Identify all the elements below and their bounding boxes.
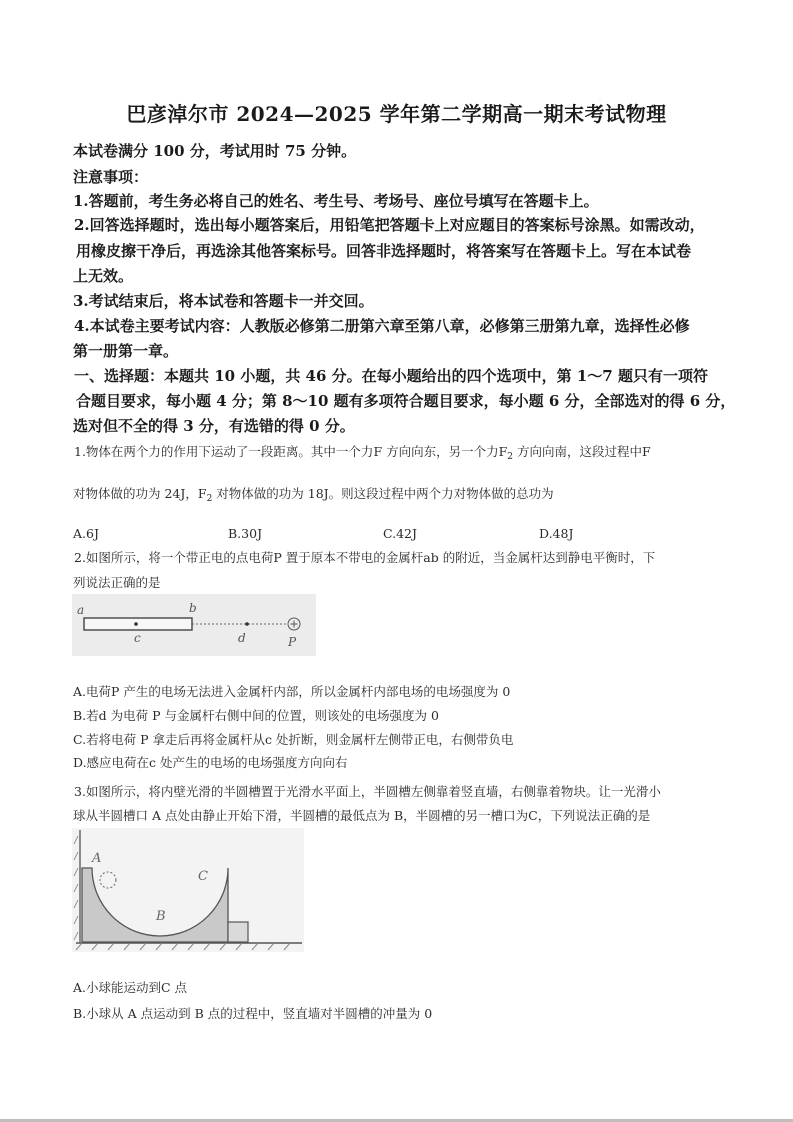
note-3: 3.考试结束后，将本试卷和答题卡一并交回。 <box>73 292 374 310</box>
q1-option-b: B.30J <box>228 526 263 541</box>
q2-text-line-2: 列说法正确的是 <box>73 575 161 590</box>
q2-text-line-1: 2.如图所示，将一个带正电的点电荷P 置于原本不带电的金属杆ab 的附近，当金属杆达到静电平衡时，下 <box>74 550 656 565</box>
label-c: c <box>134 631 141 645</box>
q1-option-c: C.42J <box>383 526 418 541</box>
section-heading-line-2: 合题目要求，每小题 4 分；第 8～10 题有多项符合题目要求，每小题 6 分，全部选对的得 6 分， <box>76 392 736 410</box>
note-4-line-1: 4.本试卷主要考试内容：人教版必修第二册第六章至第八章，必修第三册第九章，选择性必修 <box>74 317 690 335</box>
note-2-line-3: 上无效。 <box>73 267 134 285</box>
q1-option-d: D.48J <box>539 526 574 541</box>
note-2-line-2: 用橡皮擦干净后，再选涂其他答案标号。回答非选择题时，将答案写在答题卡上。写在本试卷 <box>76 242 692 260</box>
section-heading-line-1: 一、选择题：本题共 10 小题，共 46 分。在每小题给出的四个选项中，第 1～7 题只有一项符 <box>74 367 708 385</box>
q2-option-d: D.感应电荷在c 处产生的电场的电场强度方向向右 <box>73 755 348 770</box>
notes-heading: 注意事项： <box>73 168 149 186</box>
q3-option-a: A.小球能运动到C 点 <box>73 980 188 995</box>
q2-option-b: B.若d 为电荷 P 与金属杆右侧中间的位置，则该处的电场强度为 0 <box>73 708 439 723</box>
label-B: B <box>156 909 166 924</box>
q1-text-line-1: 1.物体在两个力的作用下运动了一段距离。其中一个力F 方向向东，另一个力$F_2$ 方向向南，这段过程中F <box>74 444 651 462</box>
note-2-line-1: 2.回答选择题时，选出每小题答案后，用铅笔把答题卡上对应题目的答案标号涂黑。如需改动， <box>74 216 705 234</box>
q3-option-b: B.小球从 A 点运动到 B 点的过程中，竖直墙对半圆槽的冲量为 0 <box>73 1006 433 1021</box>
label-b: b <box>189 601 197 615</box>
note-4-line-2: 第一册第一章。 <box>73 342 179 360</box>
note-1: 1.答题前，考生务必将自己的姓名、考生号、考场号、座位号填写在答题卡上。 <box>73 192 599 210</box>
label-a: a <box>77 603 85 617</box>
intro-line: 本试卷满分 100 分，考试用时 75 分钟。 <box>73 142 357 160</box>
exam-title: 巴彦淖尔市 2024—2025 学年第二学期高一期末考试物理 <box>126 102 667 126</box>
q2-option-c: C.若将电荷 P 拿走后再将金属杆从c 处折断，则金属杆左侧带正电，右侧带负电 <box>73 732 514 747</box>
q1-option-a: A.6J <box>73 526 99 541</box>
label-C: C <box>198 869 208 884</box>
q2-rod-figure <box>72 594 316 656</box>
q3-semicircle-figure <box>72 828 304 952</box>
label-A: A <box>92 851 102 866</box>
section-heading-line-3: 选对但不全的得 3 分，有选错的得 0 分。 <box>73 417 355 435</box>
q2-option-a: A.电荷P 产生的电场无法进入金属杆内部，所以金属杆内部电场的电场强度为 0 <box>73 684 511 699</box>
q1-text-line-2: 对物体做的功为 24J，$F_2$ 对物体做的功为 18J。则这段过程中两个力对物体做的总功为 <box>73 486 554 504</box>
q3-text-line-1: 3.如图所示，将内壁光滑的半圆槽置于光滑水平面上，半圆槽左侧靠着竖直墙，右侧靠着物块。让一光滑小 <box>74 784 661 799</box>
label-d: d <box>238 631 246 645</box>
q3-text-line-2: 球从半圆槽口 A 点处由静止开始下滑，半圆槽的最低点为 B，半圆槽的另一槽口为C，下列说法正确的是 <box>73 808 651 823</box>
label-p: P <box>288 635 297 649</box>
